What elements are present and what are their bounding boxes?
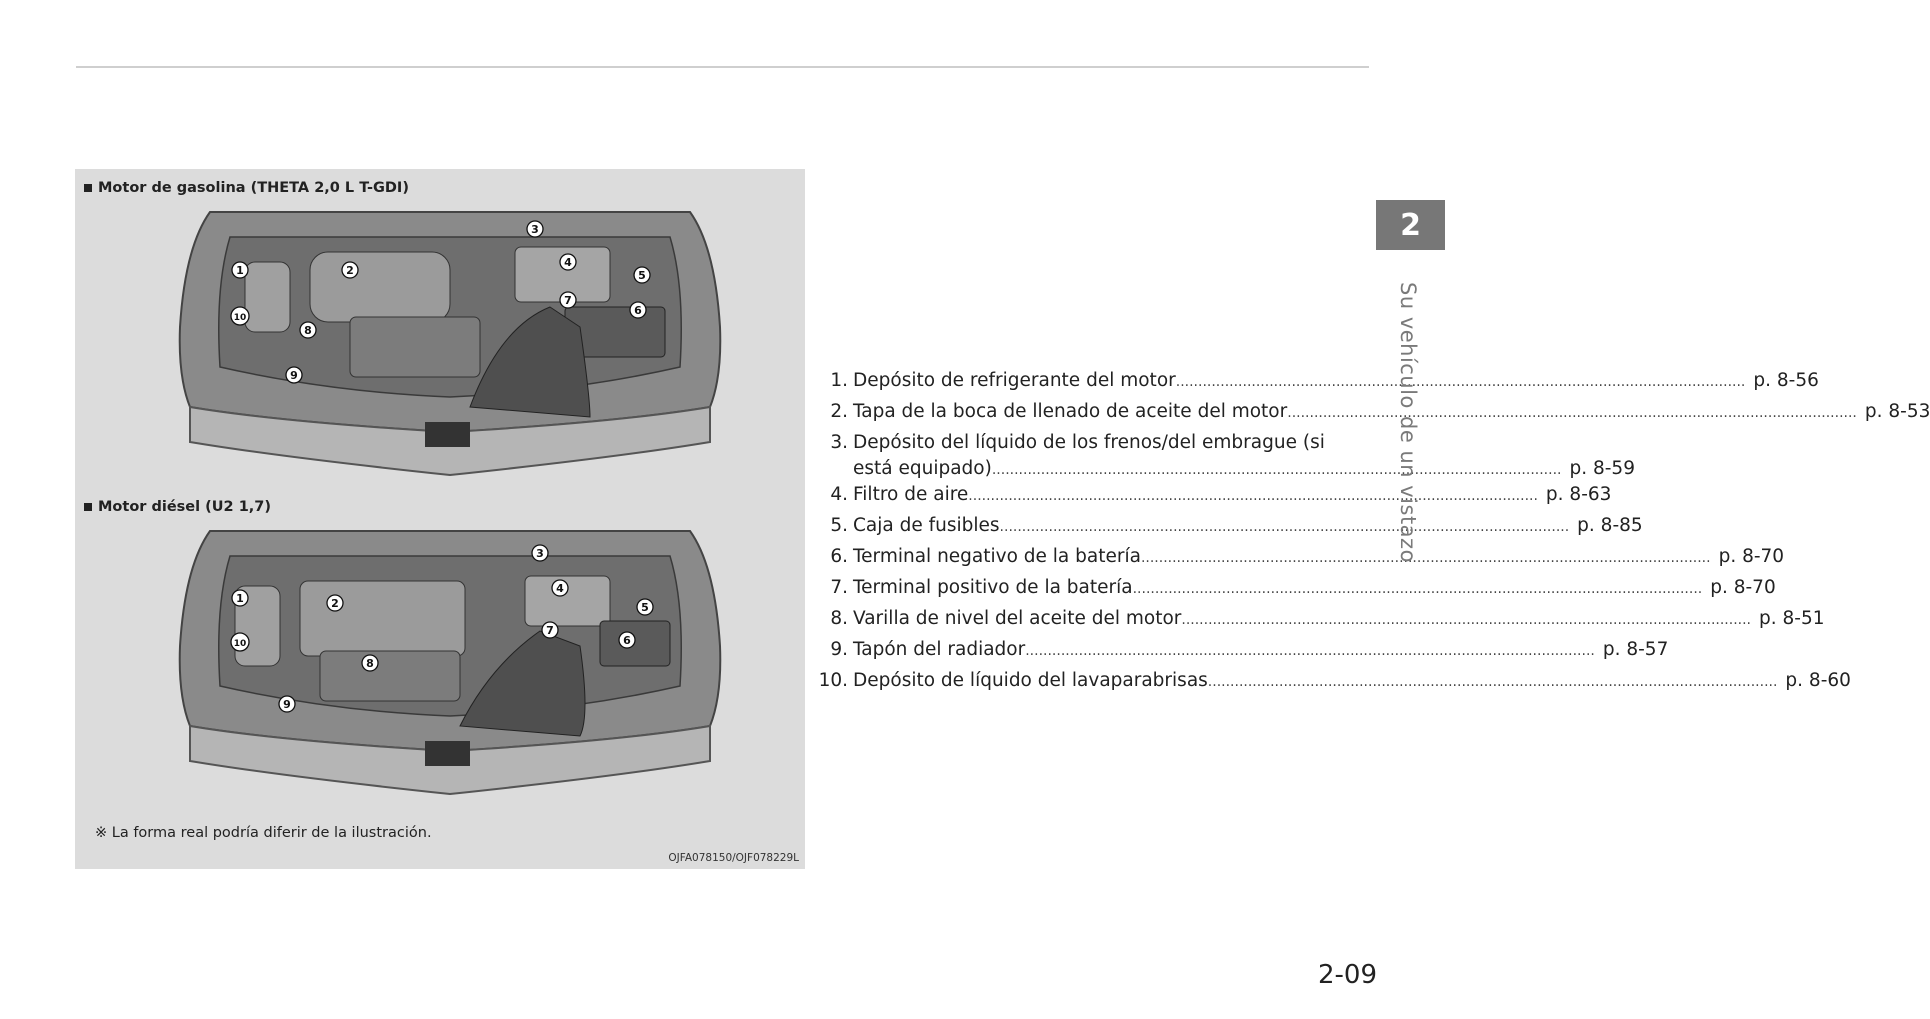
legend-item: [818, 513, 1643, 544]
chapter-title: Su vehículo de un vistazo: [1396, 282, 1420, 563]
leader-dots: ................................................................................................................................: [968, 488, 1538, 504]
chapter-tab: 2: [1376, 200, 1445, 250]
bullet-square-icon: [84, 503, 92, 511]
legend-page-ref: p. 8-51: [1759, 608, 1825, 629]
leader-dots: ................................................................................................................................: [1140, 550, 1711, 566]
legend-item: [818, 482, 1612, 513]
page-number: 2-09: [1318, 960, 1378, 990]
leader-dots: ................................................................................................................................: [1025, 643, 1595, 659]
callout-label: 9: [290, 369, 298, 382]
legend-item: [818, 606, 1825, 637]
callout-4-icon: [552, 580, 568, 596]
legend-item: [818, 430, 1635, 482]
callout-4-icon: [560, 254, 576, 270]
callout-8-icon: [362, 655, 378, 671]
legend-item: [818, 368, 1819, 399]
legend-item: [818, 399, 1930, 430]
petrol-engine-heading: [84, 180, 409, 196]
callout-3-icon: [532, 545, 548, 561]
top-rule: [76, 66, 1369, 68]
legend-text: Tapón del radiador: [853, 639, 1026, 660]
legend-item: [818, 544, 1785, 575]
callout-label: 10: [233, 313, 247, 323]
legend-number: 2.: [830, 401, 848, 422]
callout-label: 3: [531, 223, 539, 236]
callout-label: 4: [564, 256, 572, 269]
legend-number: 10.: [818, 670, 848, 691]
legend-page-ref: p. 8-59: [1569, 458, 1635, 479]
legend-number: 1.: [830, 370, 848, 391]
callout-8-icon: [300, 322, 316, 338]
diesel-engine-illustration: [170, 526, 730, 801]
legend-item: [818, 668, 1851, 699]
legend-text: Filtro de aire: [853, 484, 969, 505]
engine-figure: [75, 169, 805, 869]
legend-number: 5.: [830, 515, 848, 536]
image-code: OJFA078150/OJF078229L: [668, 852, 799, 864]
callout-1-icon: [232, 262, 248, 278]
legend-number: 3.: [830, 432, 848, 453]
legend-page-ref: p. 8-85: [1577, 515, 1643, 536]
diesel-engine-heading: [84, 499, 271, 515]
callout-label: 1: [236, 592, 244, 605]
legend-text: Depósito de refrigerante del motor: [853, 370, 1176, 391]
callout-10-icon: [231, 633, 249, 651]
legend-page-ref: p. 8-60: [1785, 670, 1851, 691]
callout-5-icon: [637, 599, 653, 615]
callout-label: 6: [634, 304, 642, 317]
callout-label: 1: [236, 264, 244, 277]
legend-page-ref: p. 8-70: [1710, 577, 1776, 598]
callout-label: 2: [331, 597, 339, 610]
legend-number: 9.: [830, 639, 848, 660]
callout-label: 8: [366, 657, 374, 670]
diesel-engine-heading-text: Motor diésel (U2 1,7): [98, 499, 272, 515]
callout-label: 4: [556, 582, 564, 595]
callout-label: 7: [564, 294, 572, 307]
callout-7-icon: [542, 622, 558, 638]
callout-5-icon: [634, 267, 650, 283]
leader-dots: ................................................................................................................................: [1181, 612, 1751, 628]
legend-number: 7.: [830, 577, 848, 598]
legend-text: Terminal positivo de la batería: [853, 577, 1133, 598]
callout-9-icon: [279, 696, 295, 712]
leader-dots: ................................................................................................................................: [991, 462, 1562, 478]
leader-dots: ................................................................................................................................: [1287, 405, 1857, 421]
petrol-engine-illustration: [170, 207, 730, 482]
legend-page-ref: p. 8-70: [1718, 546, 1785, 567]
legend-item: [818, 575, 1776, 606]
callout-label: 6: [623, 634, 631, 647]
callout-label: 9: [283, 698, 291, 711]
legend-text-continued: está equipado): [853, 458, 992, 479]
legend-number: 4.: [830, 484, 848, 505]
legend-page-ref: p. 8-57: [1602, 639, 1669, 660]
callout-label: 8: [304, 324, 312, 337]
callout-9-icon: [286, 367, 302, 383]
leader-dots: ................................................................................................................................: [1207, 674, 1778, 690]
callout-label: 7: [546, 624, 554, 637]
callout-label: 10: [233, 639, 247, 649]
legend-page-ref: p. 8-56: [1753, 370, 1819, 391]
legend-number: 6.: [830, 546, 848, 567]
legend-page-ref: p. 8-53: [1864, 401, 1930, 422]
leader-dots: ................................................................................................................................: [999, 519, 1570, 535]
callout-3-icon: [527, 221, 543, 237]
callout-1-icon: [232, 590, 248, 606]
callout-6-icon: [619, 632, 635, 648]
callout-label: 5: [641, 601, 649, 614]
callout-2-icon: [327, 595, 343, 611]
legend-text: Terminal negativo de la batería: [853, 546, 1141, 567]
legend-number: 8.: [830, 608, 848, 629]
legend-item: [818, 637, 1669, 668]
leader-dots: ................................................................................................................................: [1175, 374, 1746, 390]
bullet-square-icon: [84, 184, 92, 192]
legend-text: Varilla de nivel del aceite del motor: [853, 608, 1182, 629]
legend-text: Depósito de líquido del lavaparabrisas: [853, 670, 1208, 691]
leader-dots: ................................................................................................................................: [1132, 581, 1703, 597]
callout-label: 5: [638, 269, 646, 282]
callout-7-icon: [560, 292, 576, 308]
callout-10-icon: [231, 307, 249, 325]
legend-text: Tapa de la boca de llenado de aceite del motor: [853, 401, 1288, 422]
callout-2-icon: [342, 262, 358, 278]
legend-text: Depósito del líquido de los frenos/del embrague (si: [853, 432, 1325, 453]
callout-6-icon: [630, 302, 646, 318]
legend-text: Caja de fusibles: [853, 515, 1000, 536]
petrol-engine-heading-text: Motor de gasolina (THETA 2,0 L T-GDI): [98, 180, 409, 196]
figure-note: ※ La forma real podría diferir de la ilustración.: [95, 825, 432, 841]
callout-label: 2: [346, 264, 354, 277]
legend-page-ref: p. 8-63: [1545, 484, 1612, 505]
callout-label: 3: [536, 547, 544, 560]
